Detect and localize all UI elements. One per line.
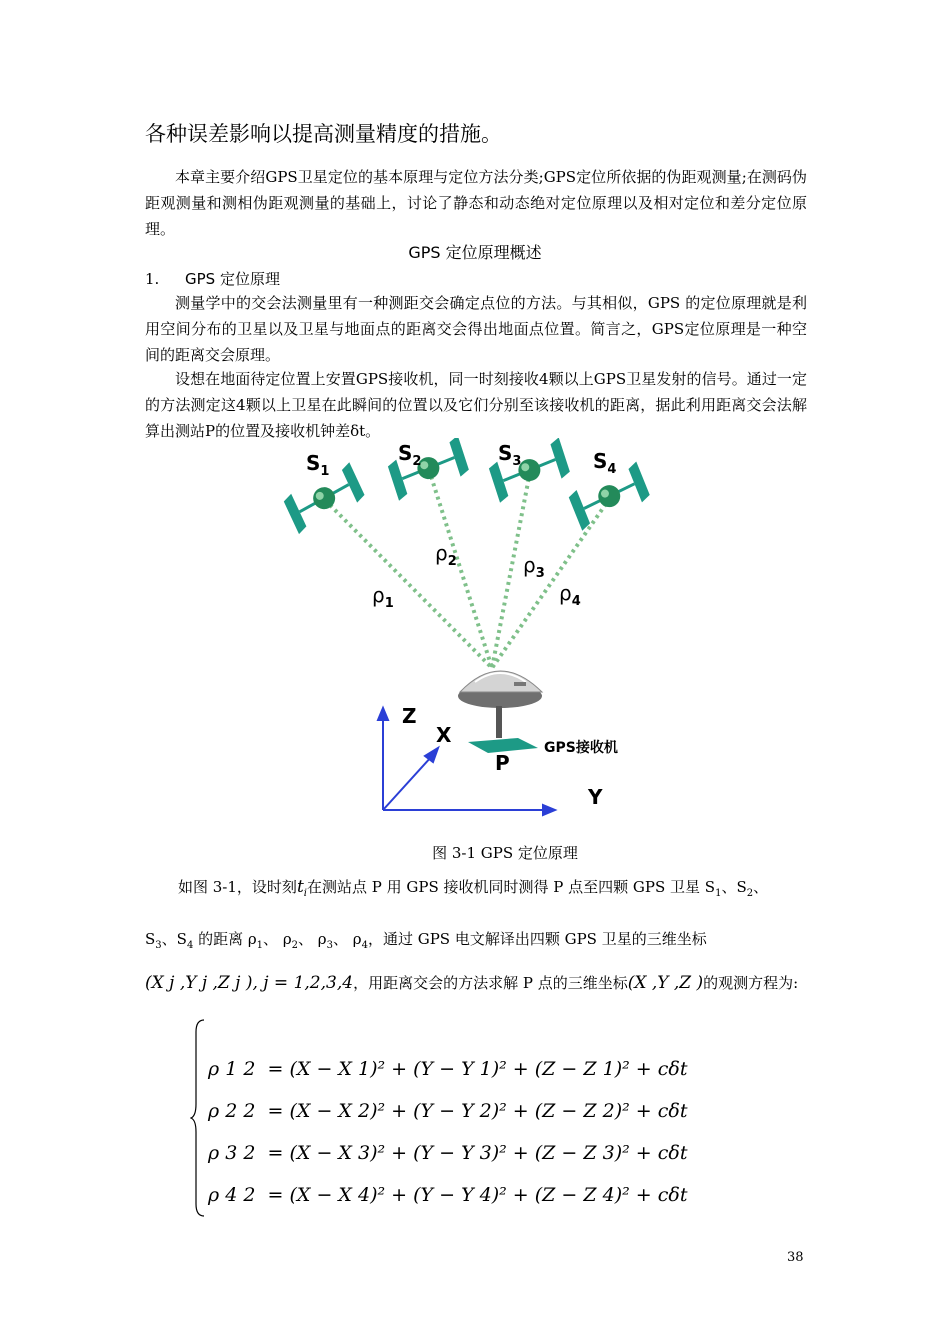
eq4-rhs: = (X − X 4)² + (Y − Y 4)² + (Z − Z 4)² + cδt <box>267 1184 688 1206</box>
equation-1 <box>208 1058 687 1098</box>
gps-positioning-figure <box>270 438 690 838</box>
p3-sub-2: 2 <box>746 888 754 899</box>
p4-sub-r1: 1 <box>256 940 264 951</box>
range-line-2 <box>429 470 492 668</box>
p4-text-f: 、 ρ <box>332 930 362 948</box>
p4-text-a: S <box>145 930 156 948</box>
eq3-lhs: ρ 3 2 <box>208 1142 256 1164</box>
page-number: 38 <box>787 1250 804 1265</box>
p4-text-d: 、 ρ <box>263 930 292 948</box>
paragraph-2: 设想在地面待定位置上安置GPS接收机，同一时刻接收4颗以上GPS卫星发射的信号。通过一定的方法测定这4颗以上卫星在此瞬间的位置以及它们分别至该接收机的距离，据此利用距离交会法解算出测站P的位置及接收机钟差δt。 <box>145 370 807 440</box>
label-rho2: $\rho_2$ <box>435 541 457 569</box>
label-rho4: $\rho_4$ <box>559 581 581 609</box>
section-title: GPS 定位原理概述 <box>408 243 542 262</box>
point-p-label: P <box>495 751 510 775</box>
eq4-lhs: ρ 4 2 <box>208 1184 256 1206</box>
subsection-heading <box>145 268 280 289</box>
eq2-lhs: ρ 2 2 <box>208 1100 256 1122</box>
observation-equations <box>190 1018 810 1228</box>
axis-y-label: Y <box>588 785 603 809</box>
label-s3: $S_3$ <box>498 441 522 469</box>
p4-text-g: ，通过 GPS 电文解译出四颗 GPS 卫星的三维坐标 <box>367 930 707 948</box>
p4-text-e: 、 ρ <box>298 930 327 948</box>
equation-4 <box>208 1184 687 1224</box>
gps-receiver <box>458 671 542 753</box>
p5-text: ，用距离交会的方法求解 P 点的三维坐标 <box>353 974 628 992</box>
paragraph-4 <box>145 928 707 951</box>
p3-sub-1: 1 <box>715 888 722 899</box>
label-rho1: $\rho_1$ <box>372 583 394 611</box>
p3-text-c: 、S <box>721 878 747 896</box>
label-rho3: $\rho_3$ <box>523 553 545 581</box>
subsection-number: 1. <box>145 270 160 288</box>
eq2-rhs: = (X − X 2)² + (Y − Y 2)² + (Z − Z 2)² + cδt <box>267 1100 688 1122</box>
page-heading: 各种误差影响以提高测量精度的措施。 <box>145 122 502 146</box>
p4-sub-3: 3 <box>155 940 162 951</box>
p4-text-b: 、S <box>161 930 187 948</box>
eq1-lhs: ρ 1 2 <box>208 1058 256 1080</box>
p3-text-d: 、 <box>753 878 769 896</box>
p4-sub-r2: 2 <box>291 940 299 951</box>
p5-end: 的观测方程为: <box>703 974 799 992</box>
label-s4: $S_4$ <box>593 449 617 477</box>
p5-coords: (X j ,Y j ,Z j ), j = 1,2,3,4 <box>145 973 354 993</box>
axis-x-label: X <box>436 723 452 747</box>
p4-text-c: 的距离 ρ <box>193 930 257 948</box>
p3-var-t: t <box>296 877 304 897</box>
axis-z-label: Z <box>402 704 417 728</box>
left-brace <box>190 1018 206 1218</box>
figure-caption: 图 3-1 GPS 定位原理 <box>432 844 578 862</box>
label-s2: $S_2$ <box>398 441 422 469</box>
p4-sub-r4: 4 <box>361 940 368 951</box>
p3-text-b: 在测站点 P 用 GPS 接收机同时测得 P 点至四颗 GPS 卫星 S <box>306 878 716 896</box>
label-s1: $S_1$ <box>306 451 330 479</box>
paragraph-5 <box>145 972 798 993</box>
p4-sub-4: 4 <box>186 940 194 951</box>
p3-var-t-sub: i <box>303 888 307 899</box>
subsection-title: GPS 定位原理 <box>185 270 280 288</box>
intro-paragraph: 本章主要介绍GPS卫星定位的基本原理与定位方法分类;GPS定位所依据的伪距观测量;在测码伪距观测量和测相伪距观测量的基础上，讨论了静态和动态绝对定位原理以及相对定位和差分定位原理。 <box>145 168 807 238</box>
eq1-rhs: = (X − X 1)² + (Y − Y 1)² + (Z − Z 1)² + cδt <box>267 1058 688 1080</box>
equation-2 <box>208 1100 687 1140</box>
range-lines <box>325 470 610 668</box>
p3-text-a: 如图 3-1，设时刻 <box>178 878 297 896</box>
eq3-rhs: = (X − X 3)² + (Y − Y 3)² + (Z − Z 3)² + cδt <box>267 1142 688 1164</box>
p5-xyz: (X ,Y ,Z ) <box>627 973 704 993</box>
paragraph-1: 测量学中的交会法测量里有一种测距交会确定点位的方法。与其相似，GPS 的定位原理就是利用空间分布的卫星以及卫星与地面点的距离交会得出地面点位置。简言之，GPS定位原理是一种空间的距离交会原理。 <box>145 294 807 364</box>
receiver-label: GPS接收机 <box>544 740 618 756</box>
paragraph-3 <box>178 876 768 899</box>
p4-sub-r3: 3 <box>326 940 333 951</box>
equation-3 <box>208 1142 687 1182</box>
